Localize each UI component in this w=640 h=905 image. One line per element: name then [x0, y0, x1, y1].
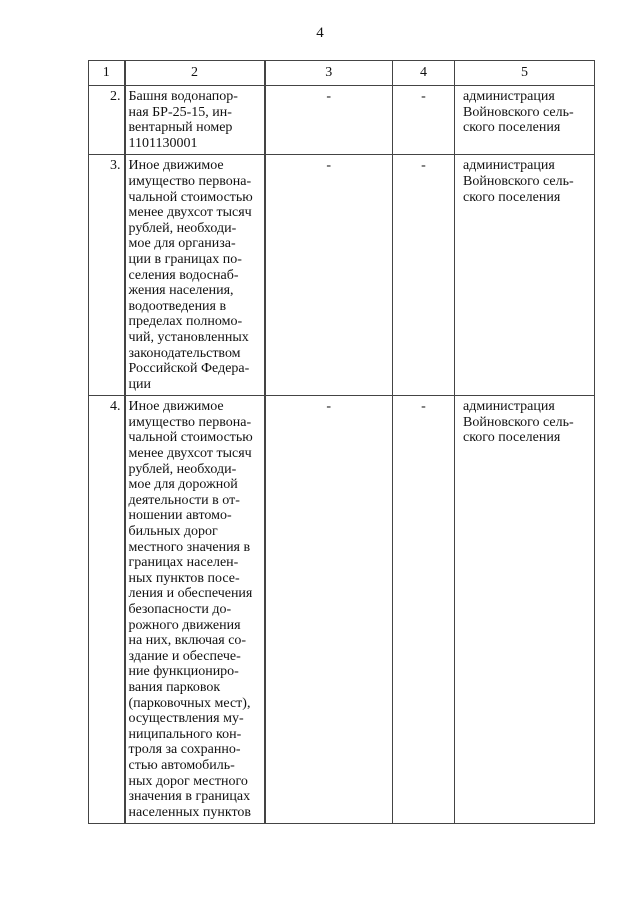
- property-name: [125, 155, 265, 396]
- property-name-line: рожного движения: [128, 617, 241, 633]
- property-name-line: законодательством: [128, 345, 241, 361]
- property-name-line: Иное движимое: [128, 399, 224, 415]
- property-name-line: ления и обеспечения: [128, 586, 253, 602]
- table-row: [89, 155, 595, 396]
- property-name-line: имущество первона-: [128, 173, 252, 189]
- table-header-row: [89, 61, 595, 86]
- owner-name-line: ского поселения: [463, 430, 561, 446]
- owner-name-line: Войновского сель-: [463, 414, 574, 430]
- property-name-line: ная БР-25-15, ин-: [128, 104, 232, 120]
- property-name-line: границах населен-: [128, 555, 239, 571]
- property-name-line: значения в границах: [128, 789, 251, 805]
- owner-name: [455, 396, 595, 824]
- header-cell-4: 4: [393, 61, 455, 86]
- property-name-line: (парковочных мест),: [128, 695, 251, 711]
- property-name-line: чий, установленных: [128, 329, 249, 345]
- header-cell-5: 5: [455, 61, 595, 86]
- property-name-line: рублей, необходи-: [128, 461, 237, 477]
- property-name-line: местного значения в: [128, 539, 251, 555]
- property-name-line: водоотведения в: [128, 298, 227, 314]
- col3-value: -: [265, 396, 393, 824]
- property-name-line: жения населения,: [128, 283, 234, 299]
- property-name-line: менее двухсот тысяч: [128, 205, 252, 221]
- row-number: 4.: [89, 396, 125, 824]
- property-name-line: на них, включая со-: [128, 633, 247, 649]
- property-name-line: ние функциониро-: [128, 664, 239, 680]
- owner-name: [455, 155, 595, 396]
- property-table: [88, 60, 595, 824]
- owner-name-line: администрация: [463, 158, 555, 174]
- property-name-line: Башня водонапор-: [128, 89, 238, 104]
- property-name-line: ных дорог местного: [128, 773, 248, 789]
- col4-value: -: [393, 155, 455, 396]
- col3-value: -: [265, 86, 393, 155]
- property-name-line: троля за сохранно-: [128, 742, 241, 758]
- property-name-line: 1101130001: [128, 135, 198, 151]
- owner-name-line: администрация: [463, 399, 555, 415]
- table-row: [89, 396, 595, 824]
- col4-value: -: [393, 396, 455, 824]
- property-name-line: деятельности в от-: [128, 492, 240, 508]
- header-cell-2: 2: [125, 61, 265, 86]
- property-name-line: вентарный номер: [128, 120, 233, 136]
- property-name-line: Иное движимое: [128, 158, 224, 174]
- property-name-line: ных пунктов посе-: [128, 570, 240, 586]
- owner-name-line: Войновского сель-: [463, 104, 574, 120]
- property-name-line: ции: [128, 376, 151, 392]
- property-name-line: безопасности до-: [128, 602, 232, 617]
- property-name: [125, 86, 265, 155]
- header-cell-1: 1: [89, 61, 125, 86]
- owner-name-line: администрация: [463, 89, 555, 104]
- property-name-line: имущество первона-: [128, 414, 252, 430]
- property-name-line: стью автомобиль-: [128, 757, 235, 773]
- property-name-line: ции в границах по-: [128, 251, 242, 267]
- property-name-line: чальной стоимостью: [128, 189, 253, 205]
- property-name-line: ношении автомо-: [128, 508, 232, 524]
- property-name-line: менее двухсот тысяч: [128, 446, 252, 462]
- property-name-line: рублей, необходи-: [128, 220, 237, 236]
- col4-value: -: [393, 86, 455, 155]
- property-name-line: осуществления му-: [128, 711, 244, 727]
- property-name-line: вания парковок: [128, 679, 221, 695]
- page-number: 4: [316, 25, 324, 41]
- row-number: 2.: [89, 86, 125, 155]
- property-name-line: бильных дорог: [128, 524, 218, 540]
- property-name-line: здание и обеспече-: [128, 648, 241, 664]
- property-name-line: мое для дорожной: [128, 477, 238, 493]
- owner-name: [455, 86, 595, 155]
- property-name-line: ниципального кон-: [128, 726, 242, 742]
- property-name-line: пределах полномо-: [128, 314, 243, 330]
- header-cell-3: 3: [265, 61, 393, 86]
- property-name-line: мое для организа-: [128, 236, 236, 252]
- owner-name-line: ского поселения: [463, 120, 561, 136]
- owner-name-line: ского поселения: [463, 189, 561, 205]
- property-name-line: чальной стоимостью: [128, 430, 253, 446]
- col3-value: -: [265, 155, 393, 396]
- property-name-line: селения водоснаб-: [128, 267, 239, 283]
- table-row: [89, 86, 595, 155]
- property-name: [125, 396, 265, 824]
- owner-name-line: Войновского сель-: [463, 173, 574, 189]
- property-name-line: Российской Федера-: [128, 361, 250, 377]
- row-number: 3.: [89, 155, 125, 396]
- property-name-line: населенных пунктов: [128, 804, 252, 820]
